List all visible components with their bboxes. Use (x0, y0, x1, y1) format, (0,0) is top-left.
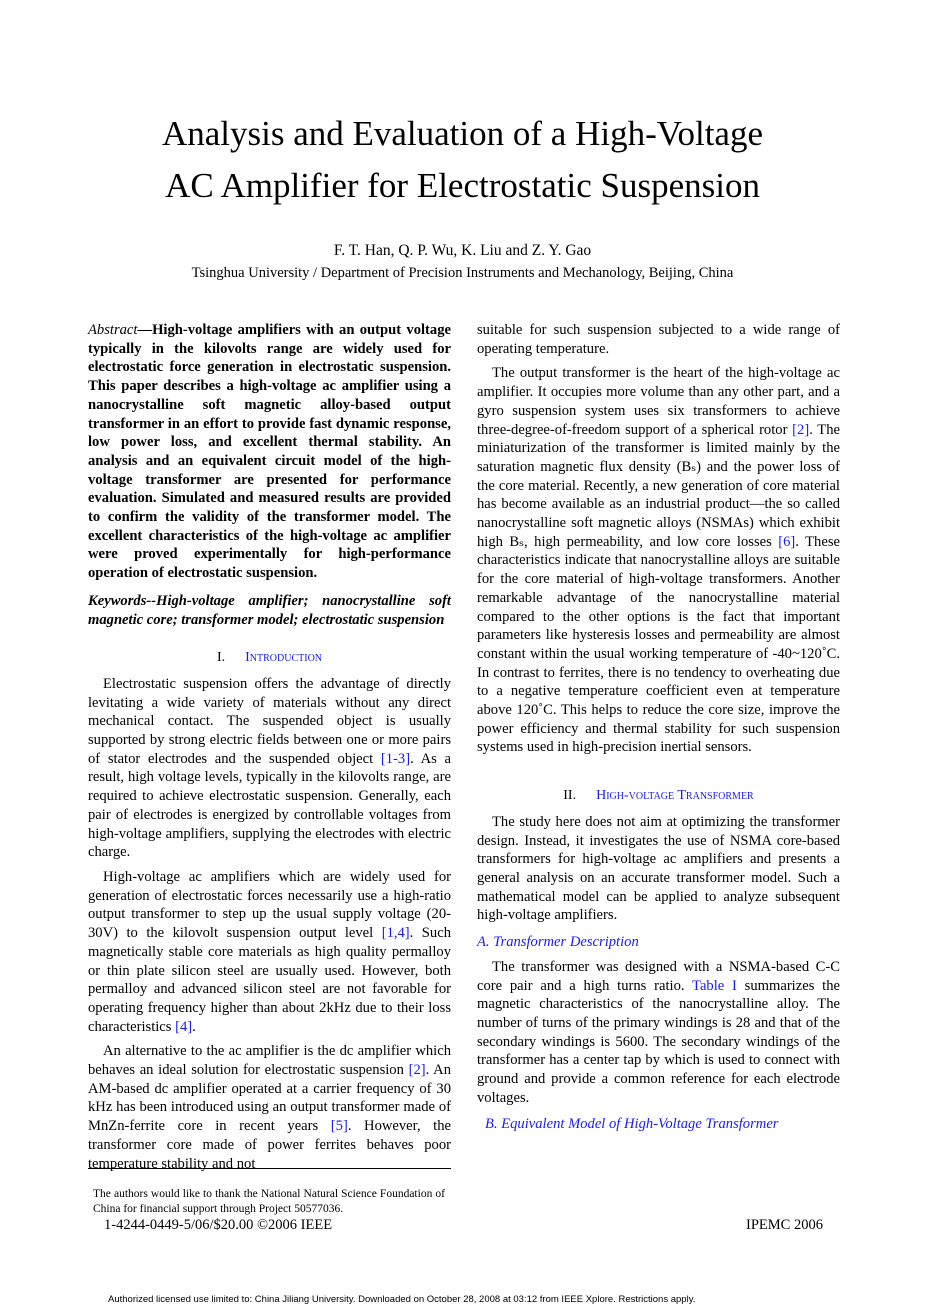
citation-link[interactable]: [5] (330, 1118, 348, 1135)
paragraph (477, 958, 840, 1108)
introduction-body (88, 675, 451, 1173)
paper-title (0, 108, 925, 212)
section-name[interactable]: High-voltage Transformer (596, 788, 754, 804)
text-run: . As a result, high voltage levels, typically in the kilovolts range, are required to achieve electrostatic suspension. Generally, each pair of electrodes is energized by controllable voltages from high-voltage amplifiers, supplying the electrodes with electric charge. (88, 750, 451, 861)
keywords: Keywords--High-voltage amplifier; nanocrystalline soft magnetic core; transformer model; electrostatic suspension (88, 592, 451, 628)
section-heading-introduction (88, 649, 451, 668)
text-run: . The miniaturization of the transformer is limited mainly by the saturation magnetic flux density (Bₛ) and the power loss of the core material. Recently, a new generation of core material has become available as an industrial product—the so called nanocrystalline soft magnetic alloys (NSMAs) which exhibit high Bₛ, high permeability, and low core losses (477, 421, 840, 550)
right-column (477, 321, 840, 1140)
citation-link[interactable]: [2] (792, 421, 810, 438)
subsection-heading-a[interactable]: A. Transformer Description (477, 934, 639, 951)
text-run: suitable for such suspension subjected to a wide range of operating temperature. (477, 322, 840, 357)
paragraph (477, 321, 840, 358)
paragraph (88, 1042, 451, 1173)
subsection-heading-b[interactable]: B. Equivalent Model of High-Voltage Transformer (485, 1116, 779, 1133)
citation-link[interactable]: [4] (175, 1018, 193, 1035)
right-body (477, 321, 840, 757)
text-run: . (192, 1018, 196, 1035)
paragraph (88, 868, 451, 1036)
text-run: High-voltage ac amplifiers which are widely used for generation of electrostatic forces necessarily use a high-ratio output transformer to step up the usual supply voltage (20-30V) to the kilovolt suspension output level (88, 868, 451, 942)
text-run: . An AM-based dc amplifier operated at a carrier frequency of 30 kHz has been introduced using an output transformer made of MnZn-ferrite core in recent years (88, 1062, 451, 1135)
abstract (88, 321, 451, 583)
text-run: summarizes the magnetic characteristics of the nanocrystalline alloy. The number of turns of the primary windings is 28 and that of the secondary windings is 5600. The secondary windings of the transformer has a center tap by which is used to connect with ground and provide a common reference for each electrode voltages. (477, 977, 840, 1106)
paragraph (88, 675, 451, 862)
citation-link[interactable]: [6] (778, 533, 796, 550)
text-run: . Such magnetically stable core materials as high quality permalloy or thin plate silicon steel are usually used. However, both permalloy and advanced silicon steel are not favorable for operating frequency higher than about 2kHz due to their loss characteristics (88, 925, 451, 1035)
citation-link[interactable]: [2] (408, 1062, 426, 1079)
text-run: The output transformer is the heart of the high-voltage ac amplifier. It occupies more volume than any other part, and a gyro suspension system uses six transformers to achieve three-degree-of-freedom support of a spherical rotor (477, 365, 840, 438)
isbn-copyright: 1-4244-0449-5/06/$20.00 ©2006 IEEE (104, 1217, 333, 1233)
title-line: AC Amplifier for Electrostatic Suspension (165, 166, 760, 205)
title-line: Analysis and Evaluation of a High-Voltage (161, 114, 764, 153)
footnote: The authors would like to thank the National Natural Science Foundation of China for financial support through Project 50577036. (93, 1188, 445, 1215)
section-number: I. (216, 650, 226, 666)
citation-link[interactable]: [1-3] (380, 750, 411, 767)
paragraph: The study here does not aim at optimizing the transformer design. Instead, it investigates the use of NSMA core-based transformers for high-voltage ac amplifiers and presents a general analysis on an accurate transformer model. Such a mathematical model can be applied to analyze subsequent high-voltage amplifiers. (477, 813, 840, 924)
authors: F. T. Han, Q. P. Wu, K. Liu and Z. Y. Gao (333, 242, 592, 259)
abstract-text: —High-voltage amplifiers with an output voltage typically in the kilovolts range are widely used for electrostatic force generation in electrostatic suspension. This paper describes a high-voltage ac amplifier using a nanocrystalline soft magnetic alloy-based output transformer in an effort to provide fast dynamic response, low power loss, and excellent thermal stability. An analysis and an equivalent circuit model of the high-voltage transformer are presented for performance evaluation. Simulated and measured results are provided to confirm the validity of the transformer model. The excellent characteristics of the high-voltage ac amplifier were proved experimentally for high-performance operation of electrostatic suspension. (88, 322, 451, 582)
citation-link[interactable]: Table I (692, 977, 737, 994)
section-heading-transformer (477, 787, 840, 806)
left-column (88, 321, 451, 1173)
text-run: . However, the transformer core made of power ferrites behaves poor temperature stability and not (88, 1118, 451, 1172)
paragraph (477, 364, 840, 757)
footnote-rule (88, 1168, 451, 1169)
affiliation: Tsinghua University / Department of Precision Instruments and Mechanology, Beijing, China (191, 265, 734, 281)
text-run: An alternative to the ac amplifier is the dc amplifier which behaves an ideal solution for electrostatic suspension (88, 1043, 451, 1079)
text-run: Electrostatic suspension offers the advantage of directly levitating a wide variety of materials without any direct mechanical contact. The suspended object is usually supported by strong electric fields between one or more pairs of stator electrodes and the suspended object (88, 675, 451, 767)
conference-name: IPEMC 2006 (746, 1217, 823, 1233)
abstract-label: Abstract (88, 322, 138, 338)
section-name[interactable]: Introduction (245, 650, 323, 666)
text-run: . These characteristics indicate that nanocrystalline alloys are suitable for the core material of high-voltage transformers. Another remarkable advantage of the nanocrystalline material compared to the other options is the fact that important parameters like hysteresis losses and permeability are almost constant within the usual working temperature of -40~120˚C. In contrast to ferrites, there is no tendency to overheating due to a negative temperature coefficient even at temperature above 120˚C. This helps to reduce the core size, improve the power efficiency and thermal stability for such suspension systems used in high-precision inertial sensors. (477, 533, 840, 756)
citation-link[interactable]: [1,4] (381, 925, 410, 942)
section-number: II. (563, 788, 577, 804)
text-run: The transformer was designed with a NSMA-based C-C core pair and a high turns ratio. (477, 958, 840, 994)
authorized-notice: Authorized licensed use limited to: China Jiliang University. Downloaded on October 28, 2008 at 03:12 from IEEE Xplore. Restrictions apply. (108, 1294, 696, 1305)
